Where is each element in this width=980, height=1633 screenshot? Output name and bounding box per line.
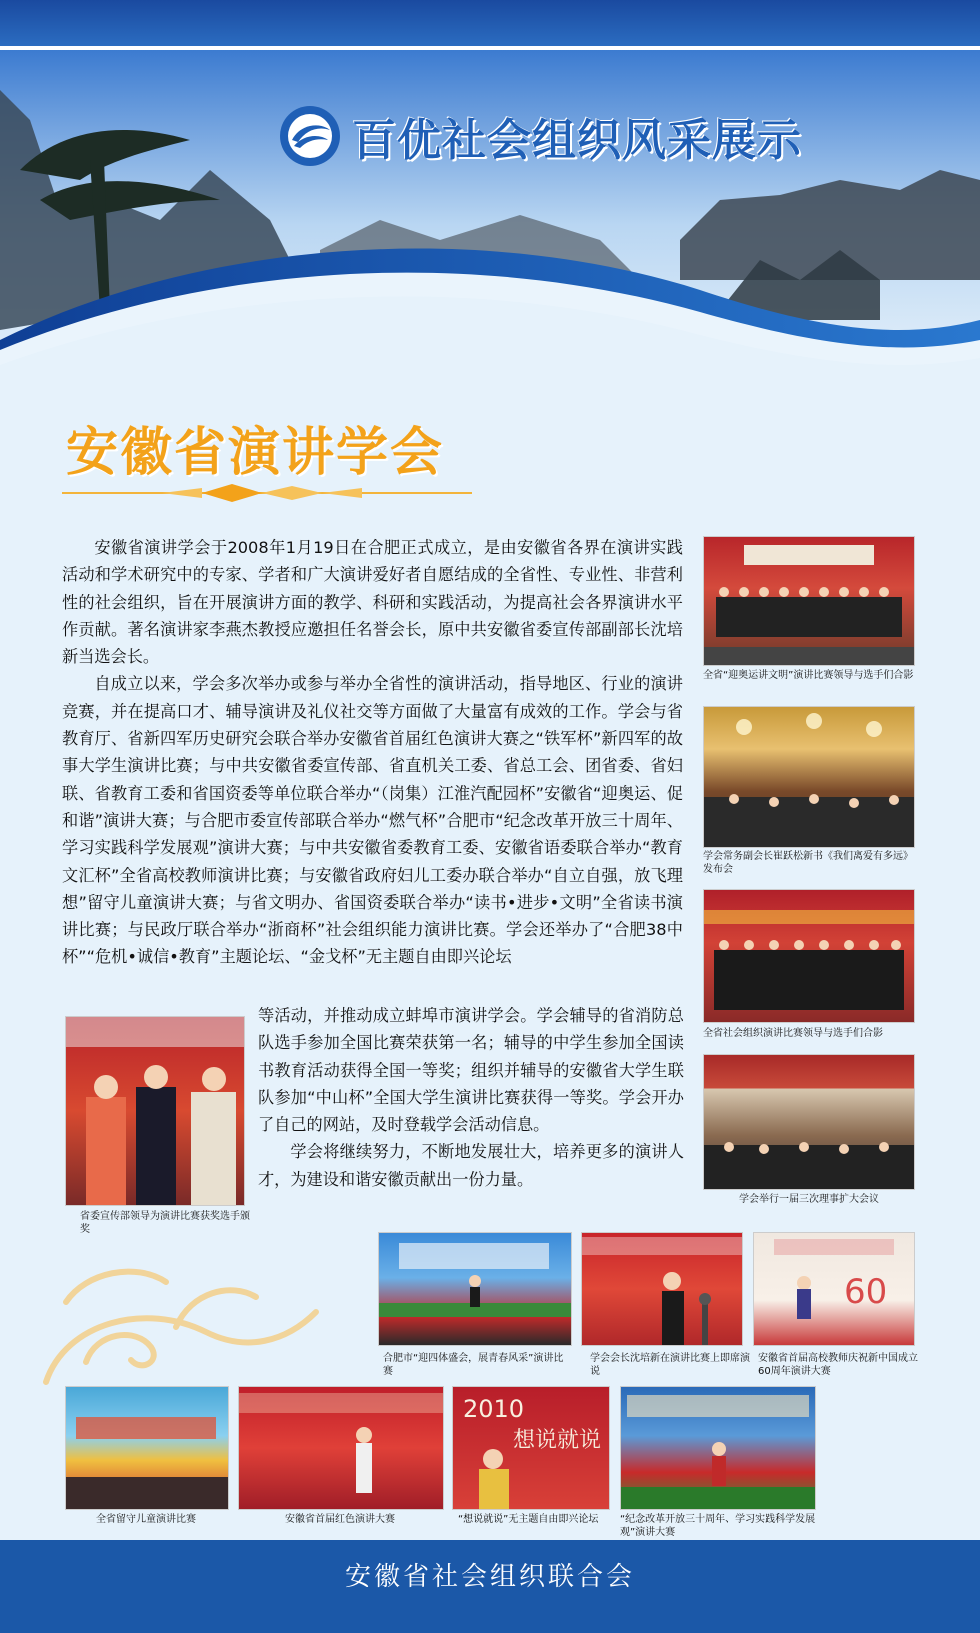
top-bar — [0, 0, 980, 46]
paragraph: 自成立以来，学会多次举办或参与举办全省性的演讲活动，指导地区、行业的演讲竞赛，并在提高口才、辅导演讲及礼仪社交等方面做了大量富有成效的工作。学会与省教育厅、省新四军历史研究会联合举办安徽省首届红色演讲大赛之“铁军杯”新四军的故事大学生演讲比赛；与中共安徽省委宣传部、省直机关工委、省总工会、团省委、省妇联、省教育工委和省国资委等单位联合举办“（岗集）江淮汽配园杯”安徽省“迎奥运、促和谐”演讲大赛；与合肥市委宣传部联合举办“燃气杯”合肥市“纪念改革开放三十周年、学习实践科学发展观”演讲大赛；与中共安徽省委教育工委、安徽省语委联合举办“教育文汇杯”全省高校教师演讲比赛；与安徽省政府妇儿工委办联合举办“自立自强，放飞理想”留守儿童演讲大赛；与省文明办、省国资委联合举办“读书•进步•文明”全省读书演讲比赛；与民政厅联合举办“浙商杯”社会组织能力演讲比赛。学会还举办了“合肥38中杯”“危机•诚信•教育”主题论坛、“金戈杯”无主题自由即兴论坛 — [62, 674, 683, 967]
photo-caption: 省委宣传部领导为演讲比赛获奖选手颁奖 — [80, 1211, 250, 1235]
photo-book-launch — [703, 706, 915, 848]
photo-caption: 合肥市“迎四体盛会，展青春风采”演讲比赛 — [383, 1353, 564, 1377]
photo-caption: “纪念改革开放三十周年、学习实践科学发展观”演讲大赛 — [620, 1514, 816, 1538]
photo-caption: “想说就说”无主题自由即兴论坛 — [458, 1514, 599, 1525]
banner-landscape — [0, 50, 980, 400]
footer-org-name: 安徽省社会组织联合会 — [344, 1562, 635, 1592]
article-body — [62, 534, 683, 971]
svg-text:想说就说: 想说就说 — [513, 1428, 602, 1453]
photo-caption: 学会会长沈培新在演讲比赛上即席演说 — [590, 1353, 750, 1377]
svg-text:2010: 2010 — [463, 1395, 525, 1423]
photo-caption: 学会举行一届三次理事扩大会议 — [739, 1194, 879, 1205]
photo-award-ceremony — [65, 1016, 245, 1206]
photo-reform-anniversary — [620, 1386, 816, 1510]
photo-red-speech-contest — [238, 1386, 444, 1510]
photo-caption: 安徽省首届高校教师庆祝新中国成立60周年演讲大赛 — [758, 1353, 918, 1377]
photo-president-speech — [581, 1232, 743, 1346]
decorative-swirl — [26, 1232, 326, 1402]
paragraph: 等活动，并推动成立蚌埠市演讲学会。学会辅导的省消防总队选手参加全国比赛荣获第一名；辅导的中学生参加全国读书教育活动获得全国一等奖；组织并辅导的安徽省大学生联队参加“中山杯”全国大学生演讲比赛获得一等奖。学会开办了自己的网站，及时登载学会活动信息。 — [258, 1006, 684, 1135]
photo-contest-group — [703, 889, 915, 1023]
svg-text:60: 60 — [844, 1272, 888, 1312]
photo-youth-contest — [378, 1232, 572, 1346]
paragraph: 学会将继续努力，不断地发展壮大，培养更多的演讲人才，为建设和谐安徽贡献出一份力量。 — [258, 1142, 684, 1189]
article-body-continued — [258, 1002, 684, 1193]
photo-council-meeting — [703, 1054, 915, 1190]
photo-caption: 安徽省首届红色演讲大赛 — [285, 1514, 395, 1525]
photo-group-portrait — [703, 536, 915, 666]
photo-caption: 学会常务副会长崔跃松新书《我们离爱有多远》发布会 — [703, 851, 913, 875]
photo-caption: 全省留守儿童演讲比赛 — [96, 1514, 196, 1525]
photo-caption: 全省社会组织演讲比赛领导与选手们合影 — [703, 1028, 883, 1039]
photo-impromptu-forum — [452, 1386, 610, 1510]
photo-teachers-contest — [753, 1232, 915, 1346]
photo-caption: 全省“迎奥运讲文明”演讲比赛领导与选手们合影 — [703, 670, 914, 681]
logo-icon — [278, 104, 342, 168]
heading-ornament — [62, 478, 472, 508]
banner-title: 百优社会组织风采展示 — [352, 115, 802, 166]
paragraph: 安徽省演讲学会于2008年1月19日在合肥正式成立，是由安徽省各界在演讲实践活动和学术研究中的专家、学者和广大演讲爱好者自愿结成的全省性、专业性、非营利性的社会组织，旨在开展演讲方面的教学、科研和实践活动，为提高社会各界演讲水平作贡献。著名演讲家李燕杰教授应邀担任名誉会长，原中共安徽省委宣传部副部长沈培新当选会长。 — [62, 538, 683, 667]
page-title: 安徽省演讲学会 — [66, 423, 445, 483]
photo-left-behind-children — [65, 1386, 229, 1510]
